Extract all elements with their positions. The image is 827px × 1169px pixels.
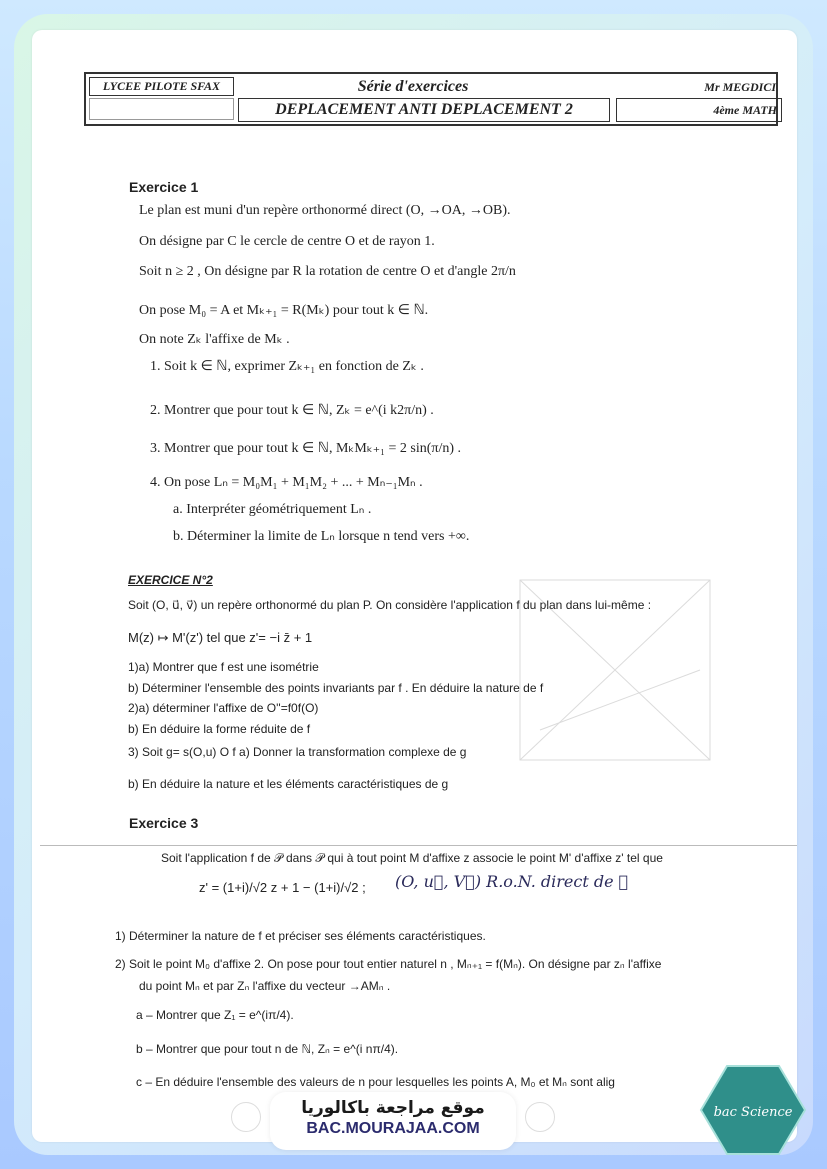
ex3-line: 1) Déterminer la nature de f et préciser ses éléments caractéristiques.	[115, 929, 486, 943]
ex2-line: b) En déduire la nature et les éléments caractéristiques de g	[128, 777, 449, 791]
ex1-line: Le plan est muni d'un repère orthonormé direct (O, →OA, →OB).	[139, 203, 511, 218]
series-title: Série d'exercices	[357, 78, 469, 95]
ex1-line: On note Zₖ l'affixe de Mₖ .	[139, 332, 290, 347]
badge-text: bac Science	[713, 1105, 793, 1120]
watermark-url[interactable]: BAC.MOURAJAA.COM	[306, 1120, 480, 1137]
watermark-arabic: موقع مراجعة باكالوريا	[301, 1098, 485, 1118]
ex1-item: 1. Soit k ∈ ℕ, exprimer Zₖ₊₁ en fonction de Zₖ .	[150, 359, 424, 374]
worksheet-title: DEPLACEMENT ANTI DEPLACEMENT 2	[238, 98, 610, 122]
ex1-item: 4. On pose Lₙ = M₀M₁ + M₁M₂ + ... + Mₙ₋₁Mₙ .	[150, 475, 423, 490]
ex1-line: On pose M₀ = A et Mₖ₊₁ = R(Mₖ) pour tout k ∈ ℕ.	[139, 303, 429, 318]
ex1-item: 2. Montrer que pour tout k ∈ ℕ, Zₖ = e^(i k2π/n) .	[150, 403, 434, 418]
ex2-line: 1)a) Montrer que f est une isométrie	[128, 660, 319, 674]
ex1-item: 3. Montrer que pour tout k ∈ ℕ, MₖMₖ₊₁ = 2 sin(π/n) .	[150, 441, 462, 456]
site-logo-right	[525, 1102, 555, 1132]
handwritten-note: (O, u⃗, V⃗) R.o.N. direct de 𝒫	[395, 872, 629, 891]
bac-science-badge	[699, 1064, 807, 1156]
ex1-subitem: a. Interpréter géométriquement Lₙ .	[173, 502, 372, 517]
exercise-1-title: Exercice 1	[129, 179, 199, 195]
ex2-line: 3) Soit g= s(O,u) O f a) Donner la transformation complexe de g	[128, 745, 467, 759]
ex1-subitem: b. Déterminer la limite de Lₙ lorsque n tend vers +∞.	[173, 529, 470, 544]
ex1-line: On désigne par C le cercle de centre O et de rayon 1.	[139, 234, 435, 249]
ex2-line: b) En déduire la forme réduite de f	[128, 722, 311, 736]
ex3-line: du point Mₙ et par Zₙ l'affixe du vecteur →AMₙ .	[139, 979, 391, 993]
ex2-line: Soit (O, u⃗, v⃗) un repère orthonormé du plan P. On considère l'application f du plan dans lui-même :	[128, 598, 652, 612]
ex3-line: Soit l'application f de 𝒫 dans 𝒫 qui à tout point M d'affixe z associe le point M' d'affixe z' tel que	[161, 851, 663, 865]
ex2-line: 2)a) déterminer l'affixe de O''=f0f(O)	[128, 701, 319, 715]
school-cell	[89, 98, 234, 120]
ex2-line: b) Déterminer l'ensemble des points invariants par f . En déduire la nature de f	[128, 681, 544, 695]
ex3-line: 2) Soit le point M₀ d'affixe 2. On pose pour tout entier naturel n , Mₙ₊₁ = f(Mₙ). On désigne par zₙ l'affixe	[115, 957, 662, 971]
ex1-line: Soit n ≥ 2 , On désigne par R la rotation de centre O et d'angle 2π/n	[139, 264, 516, 279]
exercise-3-title: Exercice 3	[129, 815, 199, 831]
ex3-formula: z' = (1+i)/√2 z + 1 − (1+i)/√2 ;	[199, 880, 366, 895]
exercise-2-title: EXERCICE N°2	[128, 573, 213, 587]
site-logo-left	[231, 1102, 261, 1132]
ex2-line: M(z) ↦ M'(z') tel que z'= −i z̄ + 1	[128, 630, 313, 645]
teacher-name: Mr MEGDICI	[704, 80, 776, 94]
divider	[40, 845, 797, 846]
site-watermark[interactable]	[270, 1092, 516, 1150]
school-name: LYCEE PILOTE SFAX	[89, 77, 234, 96]
header-table	[84, 72, 778, 126]
ex3-line: a – Montrer que Z₁ = e^(iπ/4).	[136, 1008, 294, 1022]
ex3-line: c – En déduire l'ensemble des valeurs de n pour lesquelles les points A, M₀ et Mₙ sont alig	[136, 1075, 615, 1089]
bleed-through-figure	[500, 570, 730, 780]
class-level: 4ème MATH	[616, 98, 782, 122]
ex3-line: b – Montrer que pour tout n de ℕ, Zₙ = e^(i nπ/4).	[136, 1042, 399, 1056]
